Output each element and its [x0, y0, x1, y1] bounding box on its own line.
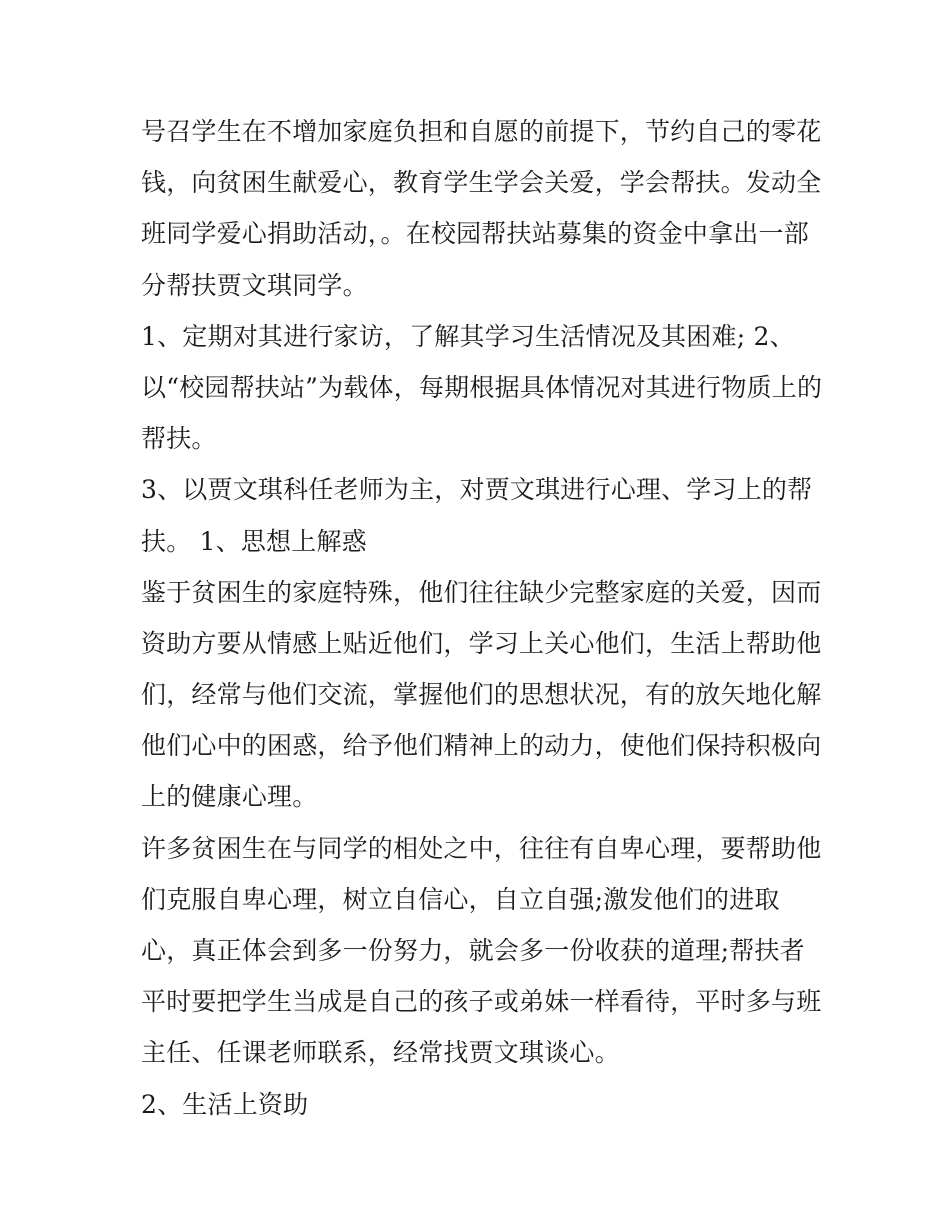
text-line: 心，真正体会到多一份努力，就会多一份收获的道理;帮扶者 — [141, 936, 805, 965]
text-line: 号召学生在不增加家庭负担和自愿的前提下，节约自己的零花 — [141, 117, 822, 146]
text-line: 班同学爱心捐助活动，。在校园帮扶站募集的资金中拿出一部 — [141, 219, 809, 249]
text-line: 以“校园帮扶站”为载体，每期根据具体情况对其进行物质上的 — [141, 372, 823, 402]
text-line: 他们心中的困惑，给予他们精神上的动力，使他们保持积极向 — [141, 731, 822, 761]
text-line: 们，经常与他们交流，掌握他们的思想状况，有的放矢地化解 — [141, 680, 822, 710]
text-line: 3、以贾文琪科任老师为主，对贾文琪进行心理、学习上的帮 — [141, 475, 813, 505]
text-line: 1、定期对其进行家访，了解其学习生活情况及其困难; 2、 — [141, 321, 795, 351]
text-line: 帮扶。 — [141, 424, 217, 454]
text-line: 扶。 1、思想上解惑 — [141, 526, 367, 556]
text-line: 主任、任课老师联系，经常找贾文琪谈心。 — [141, 1038, 620, 1068]
text-line: 上的健康心理。 — [141, 782, 318, 812]
text-line: 资助方要从情感上贴近他们，学习上关心他们，生活上帮助他 — [141, 628, 822, 658]
text-line: 钱，向贫困生献爱心，教育学生学会关爱，学会帮扶。发动全 — [141, 168, 822, 198]
text-line: 们克服自卑心理，树立自信心，自立自强;激发他们的进取 — [141, 884, 780, 914]
body-text — [141, 106, 821, 1130]
text-line: 平时要把学生当成是自己的孩子或弟妹一样看待，平时多与班 — [141, 987, 822, 1017]
text-line: 分帮扶贾文琪同学。 — [141, 270, 368, 300]
text-line: 2、生活上资助 — [141, 1089, 309, 1119]
text-line: 鉴于贫困生的家庭特殊，他们往往缺少完整家庭的关爱，因而 — [141, 577, 822, 607]
text-line: 许多贫困生在与同学的相处之中，往往有自卑心理，要帮助他 — [141, 833, 822, 863]
